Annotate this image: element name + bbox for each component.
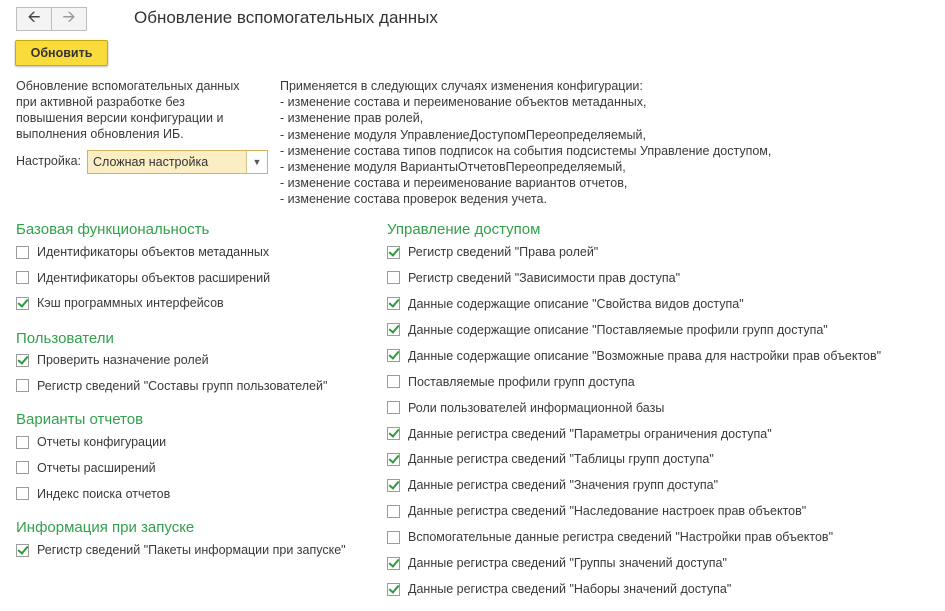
checkbox-checked[interactable] bbox=[387, 427, 400, 440]
checkbox-row[interactable] bbox=[16, 486, 170, 502]
checkbox-checked[interactable] bbox=[16, 297, 29, 310]
checkbox-checked[interactable] bbox=[387, 583, 400, 596]
checkbox-row[interactable] bbox=[387, 244, 598, 260]
checkbox-unchecked[interactable] bbox=[16, 461, 29, 474]
checkbox-label: Данные содержащие описание "Возможные права для настройки прав объектов" bbox=[408, 348, 882, 363]
checkbox-row[interactable] bbox=[387, 503, 806, 519]
checkbox-row[interactable] bbox=[387, 451, 714, 467]
checkbox-row[interactable] bbox=[16, 460, 156, 476]
checkbox-label: Данные регистра сведений "Группы значений доступа" bbox=[408, 556, 727, 571]
settings-label: Настройка: bbox=[16, 154, 82, 168]
navigation-buttons bbox=[16, 7, 87, 31]
info-text: Применяется в следующих случаях изменения конфигурации: - изменение состава и переименование объектов метаданных, - изменение прав ролей, - изменение модуля УправлениеДоступомПереопределяемый, - изменение состава типов подписок на события подсистемы Управление доступом, - изменение модуля ВариантыОтчетовПереопределяемый, - изменение состава и переименование вариантов отчетов, - изменение состава проверок ведения учета. bbox=[280, 79, 772, 207]
group-title: Информация при запуске bbox=[16, 519, 195, 536]
checkbox-row[interactable] bbox=[387, 348, 881, 364]
checkbox-label: Отчеты конфигурации bbox=[37, 435, 167, 449]
checkbox-row[interactable] bbox=[16, 244, 269, 260]
checkbox-unchecked[interactable] bbox=[387, 505, 400, 518]
checkbox-checked[interactable] bbox=[387, 557, 400, 570]
page-title: Обновление вспомогательных данных bbox=[134, 8, 438, 27]
checkbox-checked[interactable] bbox=[387, 479, 400, 492]
checkbox-row[interactable] bbox=[16, 434, 166, 450]
checkbox-row[interactable] bbox=[16, 295, 224, 311]
checkbox-row[interactable] bbox=[16, 378, 327, 394]
group-title: Варианты отчетов bbox=[16, 411, 144, 428]
checkbox-unchecked[interactable] bbox=[387, 271, 400, 284]
checkbox-checked[interactable] bbox=[387, 453, 400, 466]
description-text: Обновление вспомогательных данных при активной разработке без повышения версии конфигурации и выполнения обновления ИБ. bbox=[16, 79, 240, 141]
checkbox-label: Регистр сведений "Зависимости прав доступа" bbox=[408, 270, 681, 285]
checkbox-checked[interactable] bbox=[387, 297, 400, 310]
checkbox-label: Данные содержащие описание "Свойства видов доступа" bbox=[408, 296, 744, 311]
checkbox-row[interactable] bbox=[16, 270, 270, 286]
chevron-down-icon[interactable]: ▼ bbox=[246, 151, 267, 173]
checkbox-checked[interactable] bbox=[16, 354, 29, 367]
checkbox-unchecked[interactable] bbox=[387, 401, 400, 414]
checkbox-label: Данные содержащие описание "Поставляемые профили групп доступа" bbox=[408, 322, 828, 337]
checkbox-row[interactable] bbox=[16, 542, 346, 558]
forward-button[interactable] bbox=[52, 7, 87, 31]
checkbox-label: Проверить назначение ролей bbox=[37, 353, 209, 367]
group-title: Базовая функциональность bbox=[16, 221, 210, 238]
checkbox-label: Регистр сведений "Права ролей" bbox=[408, 245, 599, 259]
arrow-left-icon: 🡨 bbox=[27, 8, 41, 26]
checkbox-label: Идентификаторы объектов расширений bbox=[37, 270, 271, 285]
checkbox-unchecked[interactable] bbox=[16, 271, 29, 284]
checkbox-row[interactable] bbox=[387, 426, 772, 442]
checkbox-label: Индекс поиска отчетов bbox=[37, 486, 171, 501]
checkbox-checked[interactable] bbox=[387, 349, 400, 362]
checkbox-row[interactable] bbox=[387, 529, 833, 545]
checkbox-label: Отчеты расширений bbox=[37, 460, 156, 475]
checkbox-label: Идентификаторы объектов метаданных bbox=[37, 245, 270, 259]
checkbox-label: Данные регистра сведений "Параметры ограничения доступа" bbox=[408, 426, 772, 441]
settings-select[interactable] bbox=[87, 150, 268, 174]
settings-select-value: Сложная настройка bbox=[93, 155, 209, 169]
checkbox-row[interactable] bbox=[16, 352, 209, 368]
checkbox-label: Кэш программных интерфейсов bbox=[37, 296, 224, 311]
checkbox-unchecked[interactable] bbox=[16, 436, 29, 449]
checkbox-row[interactable] bbox=[387, 555, 727, 571]
checkbox-unchecked[interactable] bbox=[387, 375, 400, 388]
group-title: Пользователи bbox=[16, 330, 114, 347]
checkbox-row[interactable] bbox=[387, 400, 664, 416]
refresh-button[interactable]: Обновить bbox=[15, 40, 108, 66]
back-button[interactable] bbox=[16, 7, 52, 31]
checkbox-row[interactable] bbox=[387, 374, 635, 390]
group-title: Управление доступом bbox=[387, 221, 541, 238]
checkbox-label: Поставляемые профили групп доступа bbox=[408, 374, 635, 389]
checkbox-unchecked[interactable] bbox=[387, 531, 400, 544]
checkbox-unchecked[interactable] bbox=[16, 246, 29, 259]
checkbox-label: Вспомогательные данные регистра сведений "Настройки прав объектов" bbox=[408, 530, 833, 545]
arrow-right-icon: 🡪 bbox=[62, 8, 76, 26]
checkbox-label: Данные регистра сведений "Значения групп доступа" bbox=[408, 478, 719, 493]
checkbox-checked[interactable] bbox=[387, 323, 400, 336]
checkbox-row[interactable] bbox=[387, 270, 680, 286]
checkbox-label: Роли пользователей информационной базы bbox=[408, 400, 665, 415]
checkbox-label: Данные регистра сведений "Наследование настроек прав объектов" bbox=[408, 504, 807, 519]
checkbox-row[interactable] bbox=[387, 322, 828, 338]
checkbox-checked[interactable] bbox=[387, 246, 400, 259]
checkbox-label: Регистр сведений "Пакеты информации при запуске" bbox=[37, 543, 346, 557]
checkbox-label: Данные регистра сведений "Таблицы групп доступа" bbox=[408, 452, 714, 467]
checkbox-label: Регистр сведений "Составы групп пользователей" bbox=[37, 378, 328, 393]
checkbox-unchecked[interactable] bbox=[16, 487, 29, 500]
checkbox-row[interactable] bbox=[387, 581, 731, 597]
checkbox-unchecked[interactable] bbox=[16, 379, 29, 392]
checkbox-checked[interactable] bbox=[16, 544, 29, 557]
checkbox-label: Данные регистра сведений "Наборы значений доступа" bbox=[408, 582, 732, 597]
checkbox-row[interactable] bbox=[387, 296, 744, 312]
checkbox-row[interactable] bbox=[387, 477, 718, 493]
